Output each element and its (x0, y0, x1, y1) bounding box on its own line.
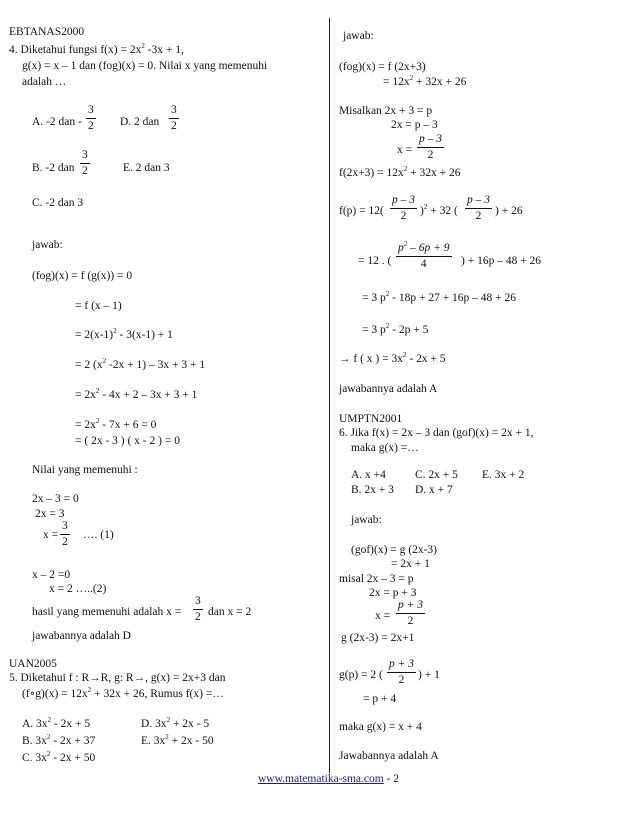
q5-option-a: A. $3x^2 - 2x + 5$ (22, 716, 91, 730)
option-a: A. -2 dan - (32, 116, 82, 128)
result-f-of-x: → f ( x ) = $3x^2 - 2x + 5$ (339, 351, 446, 365)
section-header-ebtanas2000: EBTANAS2000 (9, 26, 85, 38)
q6-option-e: E. 3x + 2 (482, 469, 525, 481)
question-4-line-3: adalah … (22, 76, 67, 88)
q5-option-b: B. $3x^2 - 2x + 37$ (22, 733, 96, 747)
q5-option-c: C. $3x^2 - 2x + 50$ (22, 750, 96, 764)
option-a-fraction: $\frac{3}{2}$ (88, 104, 94, 132)
expansion-1-start: = 12 . ( (358, 255, 392, 267)
solution-step-2: = f (x – 1) (75, 300, 122, 312)
substitution-x-label: x = (397, 144, 413, 156)
solution-step-7: = ( 2x - 3 ) ( x - 2 ) = 0 (75, 435, 180, 447)
page-footer (258, 774, 399, 786)
arrow-right-icon: → (339, 353, 351, 365)
expansion-1-fraction: $\frac{p^2 - 6p + 9}{4}$ (398, 240, 450, 270)
q6-x-fraction: $\frac{p + 3}{2}$ (398, 599, 424, 627)
equation-2-line-1: x – 2 =0 (32, 569, 71, 581)
q6-x-label: x = (375, 610, 391, 622)
answer-label: jawab: (32, 239, 63, 251)
equation-1-line-1: 2x – 3 = 0 (32, 493, 79, 505)
q6-option-c: C. 2x + 5 (415, 469, 458, 481)
result-fraction: $\frac{3}{2}$ (195, 595, 201, 623)
option-b-fraction: $\frac{3}{2}$ (82, 149, 88, 177)
q6-option-b: B. 2x + 3 (351, 484, 394, 496)
option-d-fraction: $\frac{3}{2}$ (171, 104, 177, 132)
substitution-line-2: 2x = p – 3 (391, 119, 438, 131)
right-answer-label: jawab: (343, 30, 374, 42)
option-d: D. 2 dan (120, 116, 160, 128)
result-line-start: hasil yang memenuhi adalah x = (32, 606, 182, 618)
equation-1-x-label: x = (43, 529, 59, 541)
answer-a-statement-2: Jawabannya adalah A (339, 750, 439, 762)
option-e: E. 2 dan 3 (123, 162, 170, 174)
result-line-end: dan x = 2 (208, 606, 252, 618)
q6-g-of-p-start: g(p) = 2 ( (339, 669, 383, 681)
question-6-line-2: maka g(x) =… (351, 442, 419, 454)
question-4-line-1: 4. Diketahui fungsi $f(x) = 2x^2$ -3x + 1, (9, 42, 184, 56)
question-4-line-2: g(x) = x – 1 dan (fog)(x) = 0. Nilai x yang memenuhi (22, 60, 268, 72)
equation-1-tag: …. (1) (83, 529, 114, 541)
substitution-line-1: Misalkan 2x + 3 = p (339, 105, 433, 117)
q6-step-1: (gof)(x) = g (2x-3) (351, 544, 437, 556)
solutions-heading: Nilai yang memenuhi : (32, 464, 138, 476)
equation-1-fraction: $\frac{3}{2}$ (62, 520, 68, 548)
section-header-uan2005: UAN2005 (9, 658, 57, 670)
expansion-2: = 3 $p^2 - 18p + 27 + 16p - 48 + 26$ (362, 290, 517, 304)
expansion-3: = 3 $p^2 - 2p + 5$ (362, 322, 429, 336)
f-of-p-fraction-1: $\frac{p - 3}{2}$ (392, 194, 415, 222)
solution-step-1: (fog)(x) = f (g(x)) = 0 (32, 270, 133, 282)
q6-conclusion: maka g(x) = x + 4 (339, 721, 422, 733)
q6-step-6: = p + 4 (363, 693, 397, 705)
question-6-line-1: 6. Jika f(x) = 2x – 3 dan (gof)(x) = 2x + 1, (339, 427, 534, 439)
q6-step-4: 2x = p + 3 (369, 587, 417, 599)
solution-step-3: = $2(x-1)^2 - 3(x-1) + 1$ (75, 327, 173, 341)
arrow-right-icon: → (89, 672, 101, 684)
expansion-1-end: ) + 16p – 48 + 26 (461, 255, 542, 267)
solution-step-4: = 2 ($x^2$ -2x + 1) – 3x + 3 + 1 (75, 357, 206, 371)
question-5-line-1: 5. Diketahui f : R→R, g: R→, g(x) = 2x+3 dan (9, 672, 226, 684)
solution-step-6: = $2x^2 - 7x + 6 = 0$ (75, 417, 157, 431)
right-step-1: (fog)(x) = f (2x+3) (339, 61, 426, 73)
question-5-line-2: (f∘g)(x) = $12x^2 + 32x + 26$, Rumus f(x) =… (22, 686, 224, 700)
f-of-p-start: f(p) = 12( (339, 205, 384, 217)
column-divider (329, 18, 330, 773)
arrow-right-icon: → (133, 672, 146, 684)
section-header-umptn2001: UMPTN2001 (339, 413, 403, 425)
f-of-2x3-line: $f(2x+3) = 12x^2 + 32x + 26$ (339, 165, 461, 179)
equation-1-line-2: 2x = 3 (35, 508, 65, 520)
option-b: B. -2 dan (32, 162, 75, 174)
q5-option-d: D. $3x^2 + 2x - 5$ (141, 716, 210, 730)
page-number: - 2 (383, 773, 400, 785)
website-link[interactable]: www.matematika-sma.com (258, 773, 384, 785)
q6-step-2: = 2x + 1 (391, 558, 430, 570)
q6-g-of-p-end: ) + 1 (418, 669, 440, 681)
solution-step-5: = $2x^2 - 4x + 2 - 3x + 3 + 1$ (75, 387, 198, 401)
answer-a-statement: jawabannya adalah A (339, 383, 438, 395)
q6-option-a: A. x +4 (351, 469, 386, 481)
right-step-2: = $12x^2 + 32x + 26$ (383, 74, 467, 88)
f-of-p-middle: )$^2$ + 32 ( (420, 203, 458, 217)
substitution-fraction: $\frac{p - 3}{2}$ (419, 133, 442, 161)
option-c: C. -2 dan 3 (32, 197, 84, 209)
f-of-p-fraction-2: $\frac{p - 3}{2}$ (467, 194, 490, 222)
q6-option-d: D. x + 7 (415, 484, 453, 496)
q6-answer-label: jawab: (351, 514, 382, 526)
answer-d-statement: jawabannya adalah D (32, 630, 131, 642)
equation-2-line-2: x = 2 …..(2) (49, 583, 107, 595)
q6-step-3: misal 2x – 3 = p (339, 573, 414, 585)
q6-step-5: g (2x-3) = 2x+1 (341, 632, 415, 644)
f-of-p-end: ) + 26 (495, 205, 523, 217)
q5-option-e: E. $3x^2 + 2x - 50$ (141, 733, 214, 747)
q6-g-of-p-fraction: $\frac{p + 3}{2}$ (389, 658, 415, 686)
